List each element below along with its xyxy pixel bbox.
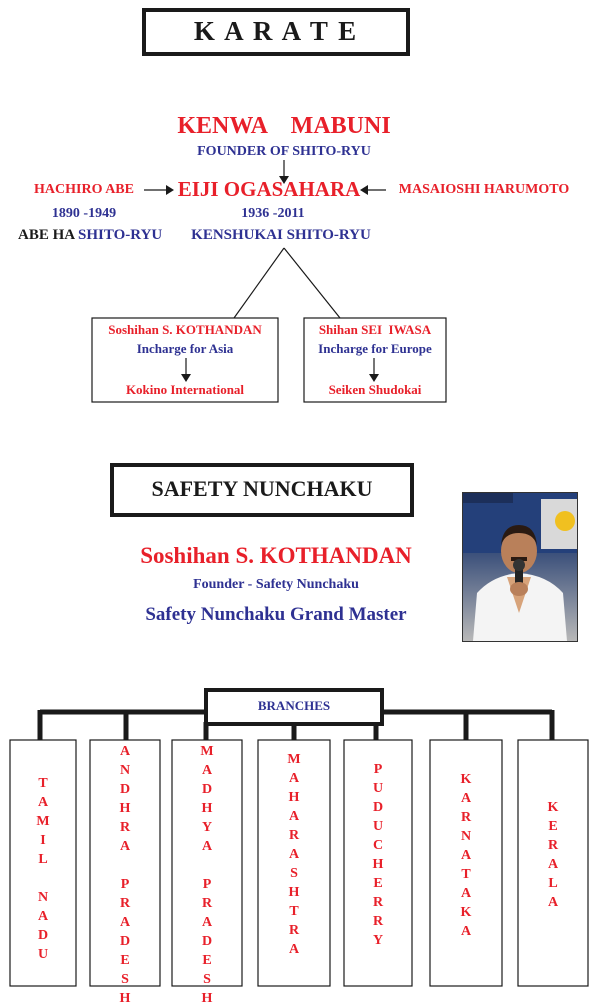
left-style-prefix: ABE HA bbox=[18, 227, 79, 243]
center-name: EIJI OGASAHARA bbox=[177, 177, 361, 201]
europe-org: Seiken Shudokai bbox=[328, 382, 422, 397]
asia-role: Incharge for Asia bbox=[136, 341, 234, 356]
founder-subtitle: FOUNDER OF SHITO-RYU bbox=[197, 144, 371, 159]
left-style bbox=[18, 227, 178, 244]
left-years: 1890 -1949 bbox=[51, 206, 117, 221]
branch-madhya-pradesh: M A D H Y A P R A D E S H bbox=[200, 744, 214, 1006]
asia-org: Kokino International bbox=[125, 382, 245, 397]
branch-puducherry: P U D U C H E R R Y bbox=[372, 762, 384, 948]
branch-kerala: K E R A L A bbox=[547, 800, 559, 910]
branch-tamil-nadu: T A M I L N A D U bbox=[36, 776, 50, 962]
left-arrow-head bbox=[166, 185, 174, 195]
branch-andhra-pradesh: A N D H R A P R A D E S H bbox=[119, 744, 131, 1006]
nunchaku-role: Founder - Safety Nunchaku bbox=[193, 577, 359, 592]
nunchaku-name: Soshihan S. KOTHANDAN bbox=[140, 543, 412, 568]
left-style-suffix: SHITO-RYU bbox=[78, 227, 163, 243]
branch-line-asia bbox=[234, 248, 284, 318]
branch-line-europe bbox=[284, 248, 340, 318]
branches-label: BRANCHES bbox=[257, 698, 331, 713]
karate-title: K A R A T E bbox=[193, 16, 359, 46]
founder-name: KENWA MABUNI bbox=[177, 113, 391, 139]
europe-name: Shihan SEI IWASA bbox=[318, 322, 432, 337]
person-with-microphone-photo bbox=[462, 492, 578, 642]
asia-name: Soshihan S. KOTHANDAN bbox=[108, 322, 262, 337]
center-style: KENSHUKAI SHITO-RYU bbox=[191, 227, 371, 243]
nunchaku-grand: Safety Nunchaku Grand Master bbox=[145, 604, 407, 625]
center-years: 1936 -2011 bbox=[241, 206, 305, 221]
europe-role: Incharge for Europe bbox=[318, 341, 432, 356]
left-name: HACHIRO ABE bbox=[34, 182, 134, 197]
nunchaku-title: SAFETY NUNCHAKU bbox=[151, 476, 373, 501]
right-name: MASAIOSHI HARUMOTO bbox=[398, 182, 570, 197]
branch-karnataka: K A R N A T A K A bbox=[460, 772, 472, 939]
branch-maharashtra: M A H A R A S H T R A bbox=[287, 752, 301, 957]
